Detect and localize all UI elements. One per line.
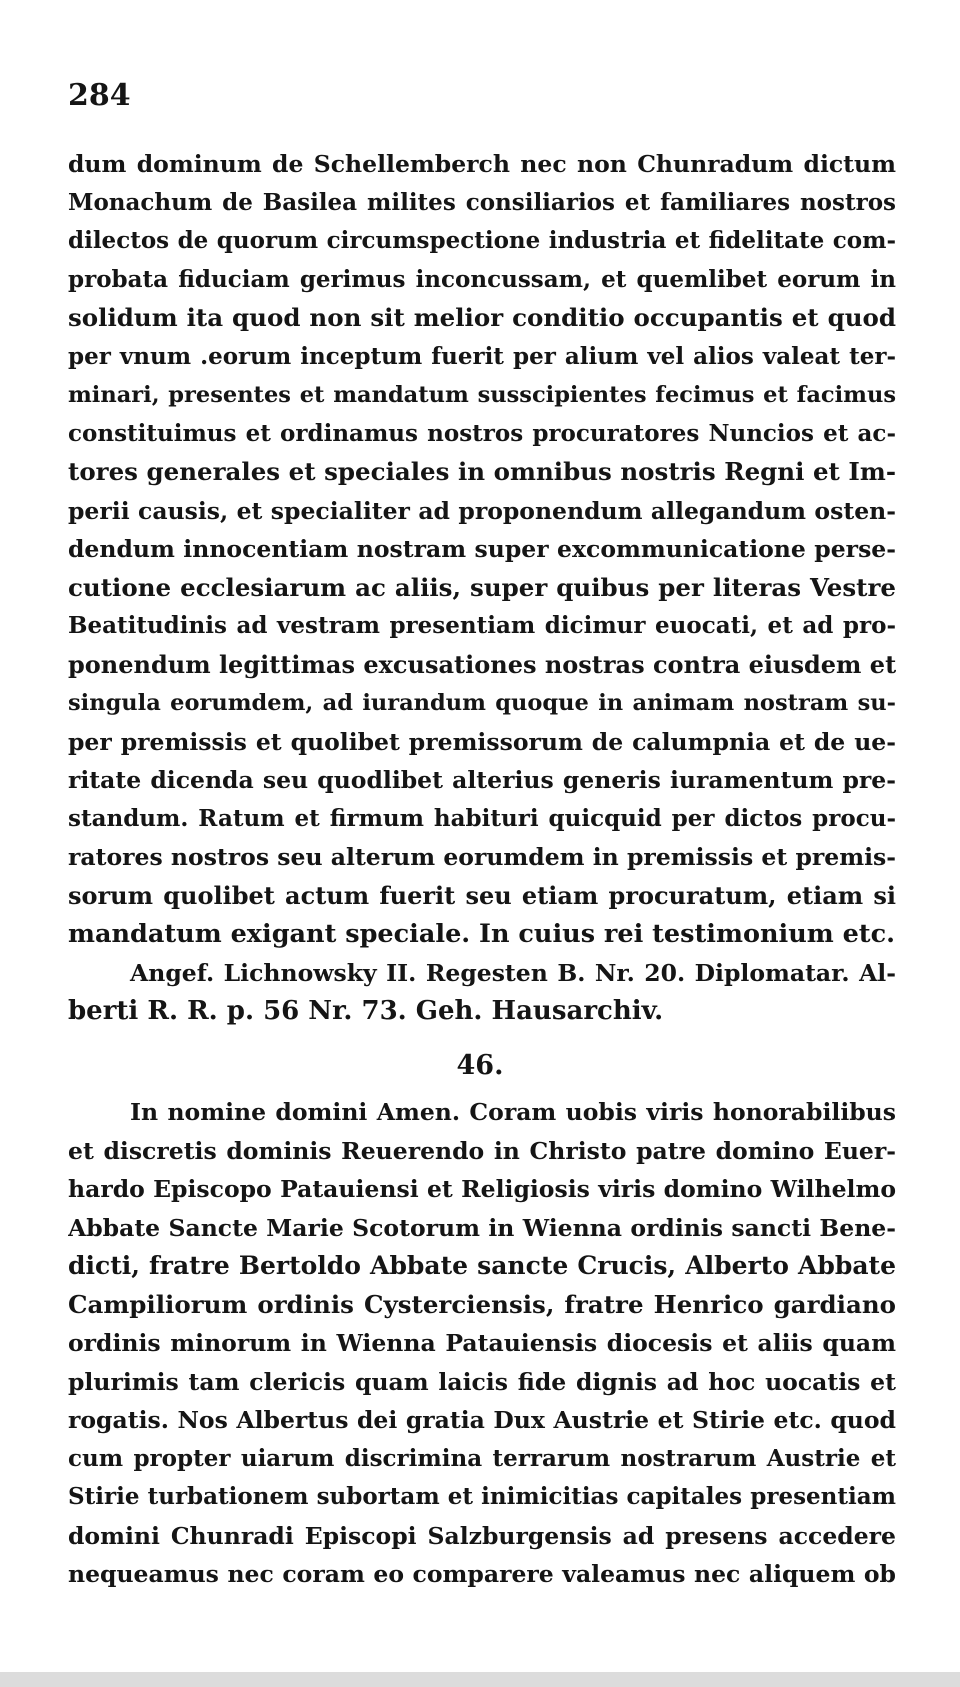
charter-text-46: [68, 1093, 896, 1594]
text-line: minari, presentes et mandatum susscipientes fecimus et facimus: [68, 382, 896, 408]
text-line: dilectos de quorum circumspectione industria et fidelitate com-: [68, 227, 896, 254]
text-line: per premissis et quolibet premissorum de calumpnia et de ue-: [68, 727, 896, 756]
text-line: cutione ecclesiarum ac aliis, super quibus per literas Vestre: [68, 572, 896, 602]
text-line: solidum ita quod non sit melior conditio occupantis et quod: [68, 303, 896, 332]
text-line: rogatis. Nos Albertus dei gratia Dux Austrie et Stirie etc. quod: [68, 1406, 896, 1434]
page-number: 284: [68, 78, 131, 113]
text-line: dicti, fratre Bertoldo Abbate sancte Crucis, Alberto Abbate: [68, 1251, 896, 1280]
text-line: Stirie turbationem subortam et inimicitias capitales presentiam: [68, 1483, 896, 1510]
text-line: sorum quolibet actum fuerit seu etiam procuratum, etiam si: [68, 880, 896, 910]
text-line: dum dominum de Schellemberch nec non Chunradum dictum: [68, 150, 896, 178]
text-line: Abbate Sancte Marie Scotorum in Wienna ordinis sancti Bene-: [68, 1213, 896, 1242]
text-line: dendum innocentiam nostram super excommunicatione perse-: [68, 535, 896, 563]
text-line: plurimis tam clericis quam laicis fide dignis ad hoc uocatis et: [68, 1367, 896, 1396]
text-line: tores generales et speciales in omnibus nostris Regni et Im-: [68, 457, 896, 486]
text-line: Campiliorum ordinis Cysterciensis, fratre Henrico gardiano: [68, 1289, 896, 1319]
text-line: cum propter uiarum discrimina terrarum nostrarum Austrie et: [68, 1444, 896, 1472]
text-line: ritate dicenda seu quodlibet alterius generis iuramentum pre-: [68, 766, 896, 794]
text-line: nequeamus nec coram eo comparere valeamus nec aliquem ob: [68, 1560, 896, 1588]
text-line: et discretis dominis Reuerendo in Christo patre domino Euer-: [68, 1136, 896, 1165]
document-number: 46.: [456, 1050, 504, 1081]
text-line: constituimus et ordinamus nostros procuratores Nuncios et ac-: [68, 419, 896, 447]
text-line: per vnum .eorum inceptum fuerit per alium vel alios valeat ter-: [68, 342, 896, 370]
text-line: perii causis, et specialiter ad proponendum allegandum osten-: [68, 496, 896, 525]
text-line: probata fiduciam gerimus inconcussam, et quemlibet eorum in: [68, 265, 896, 293]
text-line: ponendum legittimas excusationes nostras contra eiusdem et: [68, 649, 896, 679]
source-citation-line: berti R. R. p. 56 Nr. 73. Geh. Hausarchiv.: [68, 996, 664, 1026]
page-bottom-edge: [0, 1672, 960, 1687]
text-line: ordinis minorum in Wienna Patauiensis diocesis et aliis quam: [68, 1329, 896, 1357]
text-line: Monachum de Basilea milites consiliarios et familiares nostros: [68, 188, 896, 216]
text-line: hardo Episcopo Patauiensi et Religiosis viris domino Wilhelmo: [68, 1175, 896, 1203]
charter-text-continued: [68, 145, 896, 1031]
text-line: Beatitudinis ad vestram presentiam dicimur euocati, et ad pro-: [68, 612, 896, 639]
text-line: ratores nostros seu alterum eorumdem in premissis et premis-: [68, 843, 896, 871]
text-line: domini Chunradi Episcopi Salzburgensis ad presens accedere: [68, 1521, 896, 1550]
text-line: singula eorumdem, ad iurandum quoque in animam nostram su-: [68, 690, 896, 716]
source-citation-line: Angef. Lichnowsky II. Regesten B. Nr. 20. Diplomatar. Al-: [130, 958, 896, 987]
text-line: mandatum exigant speciale. In cuius rei testimonium etc.: [68, 919, 895, 949]
text-line: In nomine domini Amen. Coram uobis viris honorabilibus: [130, 1098, 896, 1126]
text-line: standum. Ratum et firmum habituri quicquid per dictos procu-: [68, 804, 896, 832]
